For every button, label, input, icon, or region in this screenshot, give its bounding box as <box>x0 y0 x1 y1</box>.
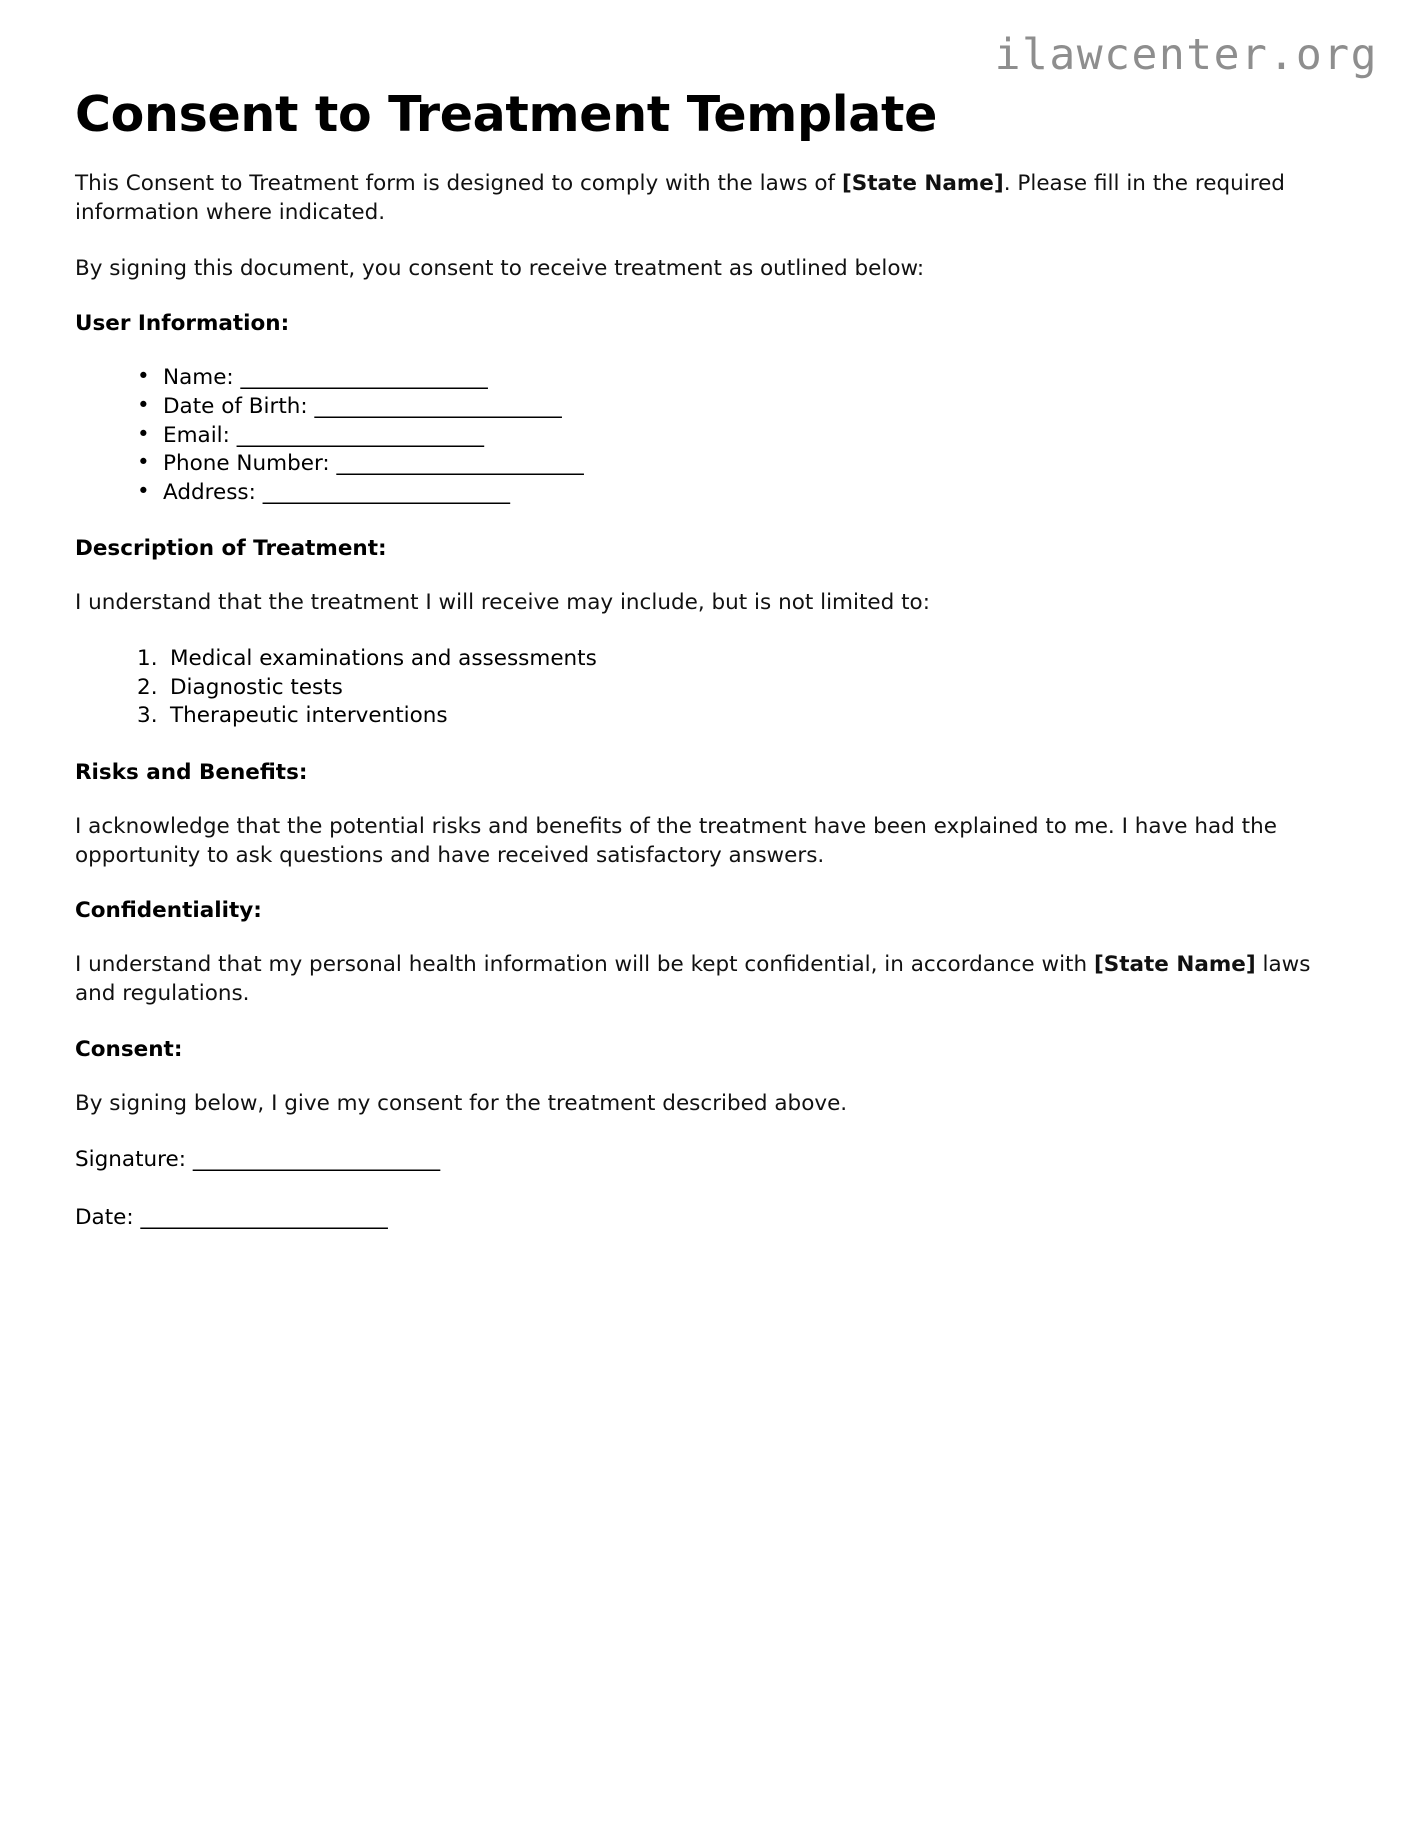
signature-label: Signature: <box>75 1146 186 1172</box>
page-title: Consent to Treatment Template <box>75 86 938 143</box>
list-item: Diagnostic tests <box>170 674 343 700</box>
section-heading-risks-and-benefits: Risks and Benefits: <box>75 759 308 785</box>
date-blank[interactable]: _______________________ <box>140 1205 388 1231</box>
list-item <box>137 479 1323 508</box>
signature-blank[interactable]: _______________________ <box>192 1146 441 1172</box>
field-label-date-of-birth: Date of Birth: <box>163 393 308 419</box>
state-name-placeholder-intro: [State Name] <box>841 171 1004 196</box>
section-heading-description-of-treatment: Description of Treatment: <box>75 536 387 562</box>
intro-text-after-state: . Please fill in the required information where indicated. <box>75 171 1285 225</box>
field-label-name: Name: <box>163 365 234 391</box>
field-label-address: Address: <box>163 479 256 505</box>
confidentiality-paragraph <box>75 951 1323 1009</box>
list-item <box>137 364 1323 393</box>
document-body <box>75 170 1323 1263</box>
intro-paragraph <box>75 170 1323 228</box>
consent-paragraph: By signing below, I give my consent for the treatment described above. <box>75 1090 848 1116</box>
field-label-email: Email: <box>163 422 230 448</box>
consent-intro-paragraph: By signing this document, you consent to receive treatment as outlined below: <box>75 255 925 281</box>
field-blank-date-of-birth[interactable]: _______________________ <box>314 393 562 419</box>
field-blank-phone-number[interactable]: _______________________ <box>336 451 584 477</box>
user-information-list <box>75 364 1323 507</box>
section-heading-confidentiality: Confidentiality: <box>75 898 262 924</box>
confidentiality-text-after-state: laws and regulations. <box>75 952 1311 1007</box>
list-item <box>137 422 1323 451</box>
date-line <box>75 1204 1323 1233</box>
field-blank-email[interactable]: _______________________ <box>236 422 484 448</box>
field-label-phone-number: Phone Number: <box>163 451 330 477</box>
description-of-treatment-paragraph: I understand that the treatment I will receive may include, but is not limited to: <box>75 590 930 616</box>
date-label: Date: <box>75 1205 134 1231</box>
signature-line <box>75 1146 1323 1175</box>
risks-and-benefits-paragraph: I acknowledge that the potential risks and benefits of the treatment have been explained to me. I have had the opportunity to ask questions and have received satisfactory answers. <box>75 813 1277 868</box>
list-item: Medical examinations and assessments <box>170 646 597 672</box>
state-name-placeholder-confidentiality: [State Name] <box>1093 952 1256 978</box>
list-item <box>137 450 1323 479</box>
section-heading-consent: Consent: <box>75 1036 183 1062</box>
list-item: Therapeutic interventions <box>170 703 448 729</box>
intro-text-before-state: This Consent to Treatment form is designed to comply with the laws of <box>75 171 842 196</box>
list-item <box>137 393 1323 422</box>
section-heading-user-information: User Information: <box>75 311 290 337</box>
field-blank-address[interactable]: _______________________ <box>262 479 510 505</box>
site-watermark: ilawcenter.org <box>994 30 1378 80</box>
confidentiality-text-before-state: I understand that my personal health information will be kept confidential, in accordance with <box>75 952 1094 978</box>
field-blank-name[interactable]: _______________________ <box>240 365 488 391</box>
treatment-types-list <box>75 645 1323 731</box>
